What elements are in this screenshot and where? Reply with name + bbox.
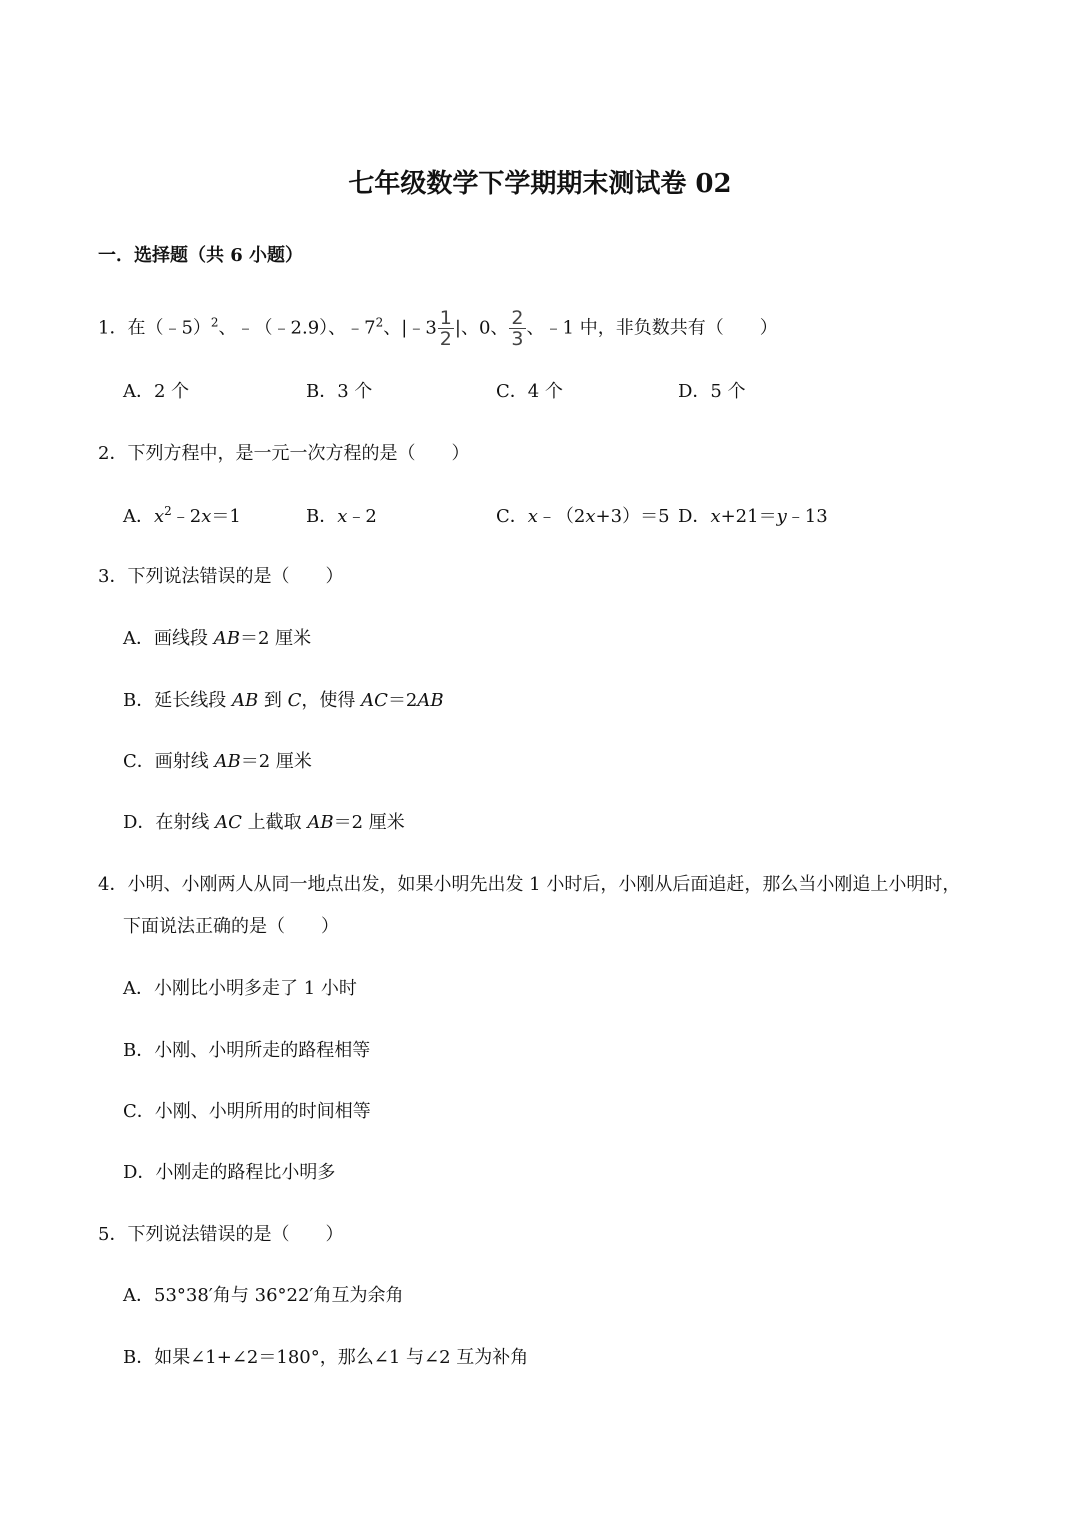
option-text: 上截取 <box>241 812 308 833</box>
expr-part: +3）＝5 <box>595 506 670 527</box>
option-text: C．画射线 <box>123 751 215 772</box>
var-x: x <box>154 506 165 527</box>
option-label: A． <box>123 506 154 527</box>
option-text: ＝2 厘米 <box>333 812 405 833</box>
q3-option-b <box>123 688 444 714</box>
q5-option-b: B．如果∠1+∠2＝180°，那么∠1 与∠2 互为补角 <box>123 1347 529 1368</box>
question-4-stem-line-1: 4．小明、小刚两人从同一地点出发，如果小明先出发 1 小时后，小刚从后面追赶，那么当小刚追上小明时， <box>98 874 961 895</box>
question-4-stem-line-2: 下面说法正确的是（ ） <box>123 916 339 937</box>
q1-option-b: B．3 个 <box>306 381 373 402</box>
expr-part: ﹣2 <box>171 506 202 527</box>
segment-ac: AC <box>361 690 388 711</box>
section-heading: 一．选择题（共 6 小题） <box>98 245 304 266</box>
var-x: x <box>337 506 348 527</box>
q1-sup-1: 2 <box>210 315 219 330</box>
question-3-stem: 3．下列说法错误的是（ ） <box>98 566 344 587</box>
q1-text-c: 、|﹣3 <box>383 317 437 339</box>
question-1-stem <box>98 308 778 349</box>
option-label: B． <box>306 506 338 527</box>
option-text: ＝2 <box>387 690 418 711</box>
segment-ab: AB <box>307 812 334 833</box>
q1-sup-2: 2 <box>375 315 384 330</box>
option-text: B．延长线段 <box>123 690 232 711</box>
question-2-stem: 2．下列方程中，是一元一次方程的是（ ） <box>98 443 470 464</box>
option-text: D．在射线 <box>123 812 216 833</box>
option-text: 到 <box>258 690 288 711</box>
expr-part: ﹣13 <box>786 506 828 527</box>
q5-option-a: A．53°38′角与 36°22′角互为余角 <box>123 1285 404 1306</box>
question-5-stem: 5．下列说法错误的是（ ） <box>98 1224 344 1245</box>
q4-option-a: A．小刚比小明多走了 1 小时 <box>123 978 357 999</box>
q4-option-b: B．小刚、小明所走的路程相等 <box>123 1040 371 1061</box>
var-x: x <box>585 506 596 527</box>
q4-option-d: D．小刚走的路程比小明多 <box>123 1162 336 1183</box>
q2-option-b <box>306 504 377 530</box>
option-label: D． <box>678 506 711 527</box>
q4-option-c: C．小刚、小明所用的时间相等 <box>123 1101 371 1122</box>
option-text: A．画线段 <box>123 628 214 649</box>
q1-option-c: C．4 个 <box>496 381 563 402</box>
q1-text-b: 、﹣（﹣2.9）、﹣7 <box>218 317 376 339</box>
var-x: x <box>527 506 538 527</box>
q1-option-a: A．2 个 <box>123 381 190 402</box>
var-x: x <box>201 506 212 527</box>
segment-ab: AB <box>417 690 444 711</box>
q1-text-e: 、﹣1 中，非负数共有（ ） <box>526 317 778 339</box>
option-text: ，使得 <box>301 690 362 711</box>
ray-ab: AB <box>214 751 241 772</box>
option-label: C． <box>496 506 528 527</box>
fraction-two-thirds <box>509 308 525 349</box>
option-text: ＝2 厘米 <box>239 628 312 649</box>
segment-ab: AB <box>231 690 259 711</box>
fraction-denominator: 2 <box>439 328 452 350</box>
point-c: C <box>287 690 302 711</box>
q3-option-a <box>123 626 311 652</box>
ray-ac: AC <box>215 812 242 833</box>
q3-option-c <box>123 749 312 775</box>
fraction-one-half <box>438 308 454 349</box>
page-title: 七年级数学下学期期末测试卷 02 <box>348 169 732 199</box>
segment-ab: AB <box>213 628 240 649</box>
expr-part: +21＝ <box>720 506 777 527</box>
var-y: y <box>776 506 787 527</box>
q2-option-d <box>678 504 828 530</box>
expr-part: ﹣2 <box>347 506 377 527</box>
expr-part: ＝1 <box>211 506 241 527</box>
q2-option-a <box>123 504 241 530</box>
option-text: ＝2 厘米 <box>240 751 312 772</box>
fraction-denominator: 3 <box>511 328 524 350</box>
expr-part: ﹣（2 <box>537 506 586 527</box>
q2-option-c <box>496 504 670 530</box>
q1-option-d: D．5 个 <box>678 381 746 402</box>
exponent: 2 <box>164 504 172 518</box>
fraction-numerator: 2 <box>511 307 524 329</box>
fraction-numerator: 1 <box>439 307 452 329</box>
q1-text-d: |、0、 <box>454 317 509 339</box>
var-x: x <box>710 506 721 527</box>
q1-text-a: 1．在（﹣5） <box>98 317 211 339</box>
q3-option-d <box>123 810 405 836</box>
